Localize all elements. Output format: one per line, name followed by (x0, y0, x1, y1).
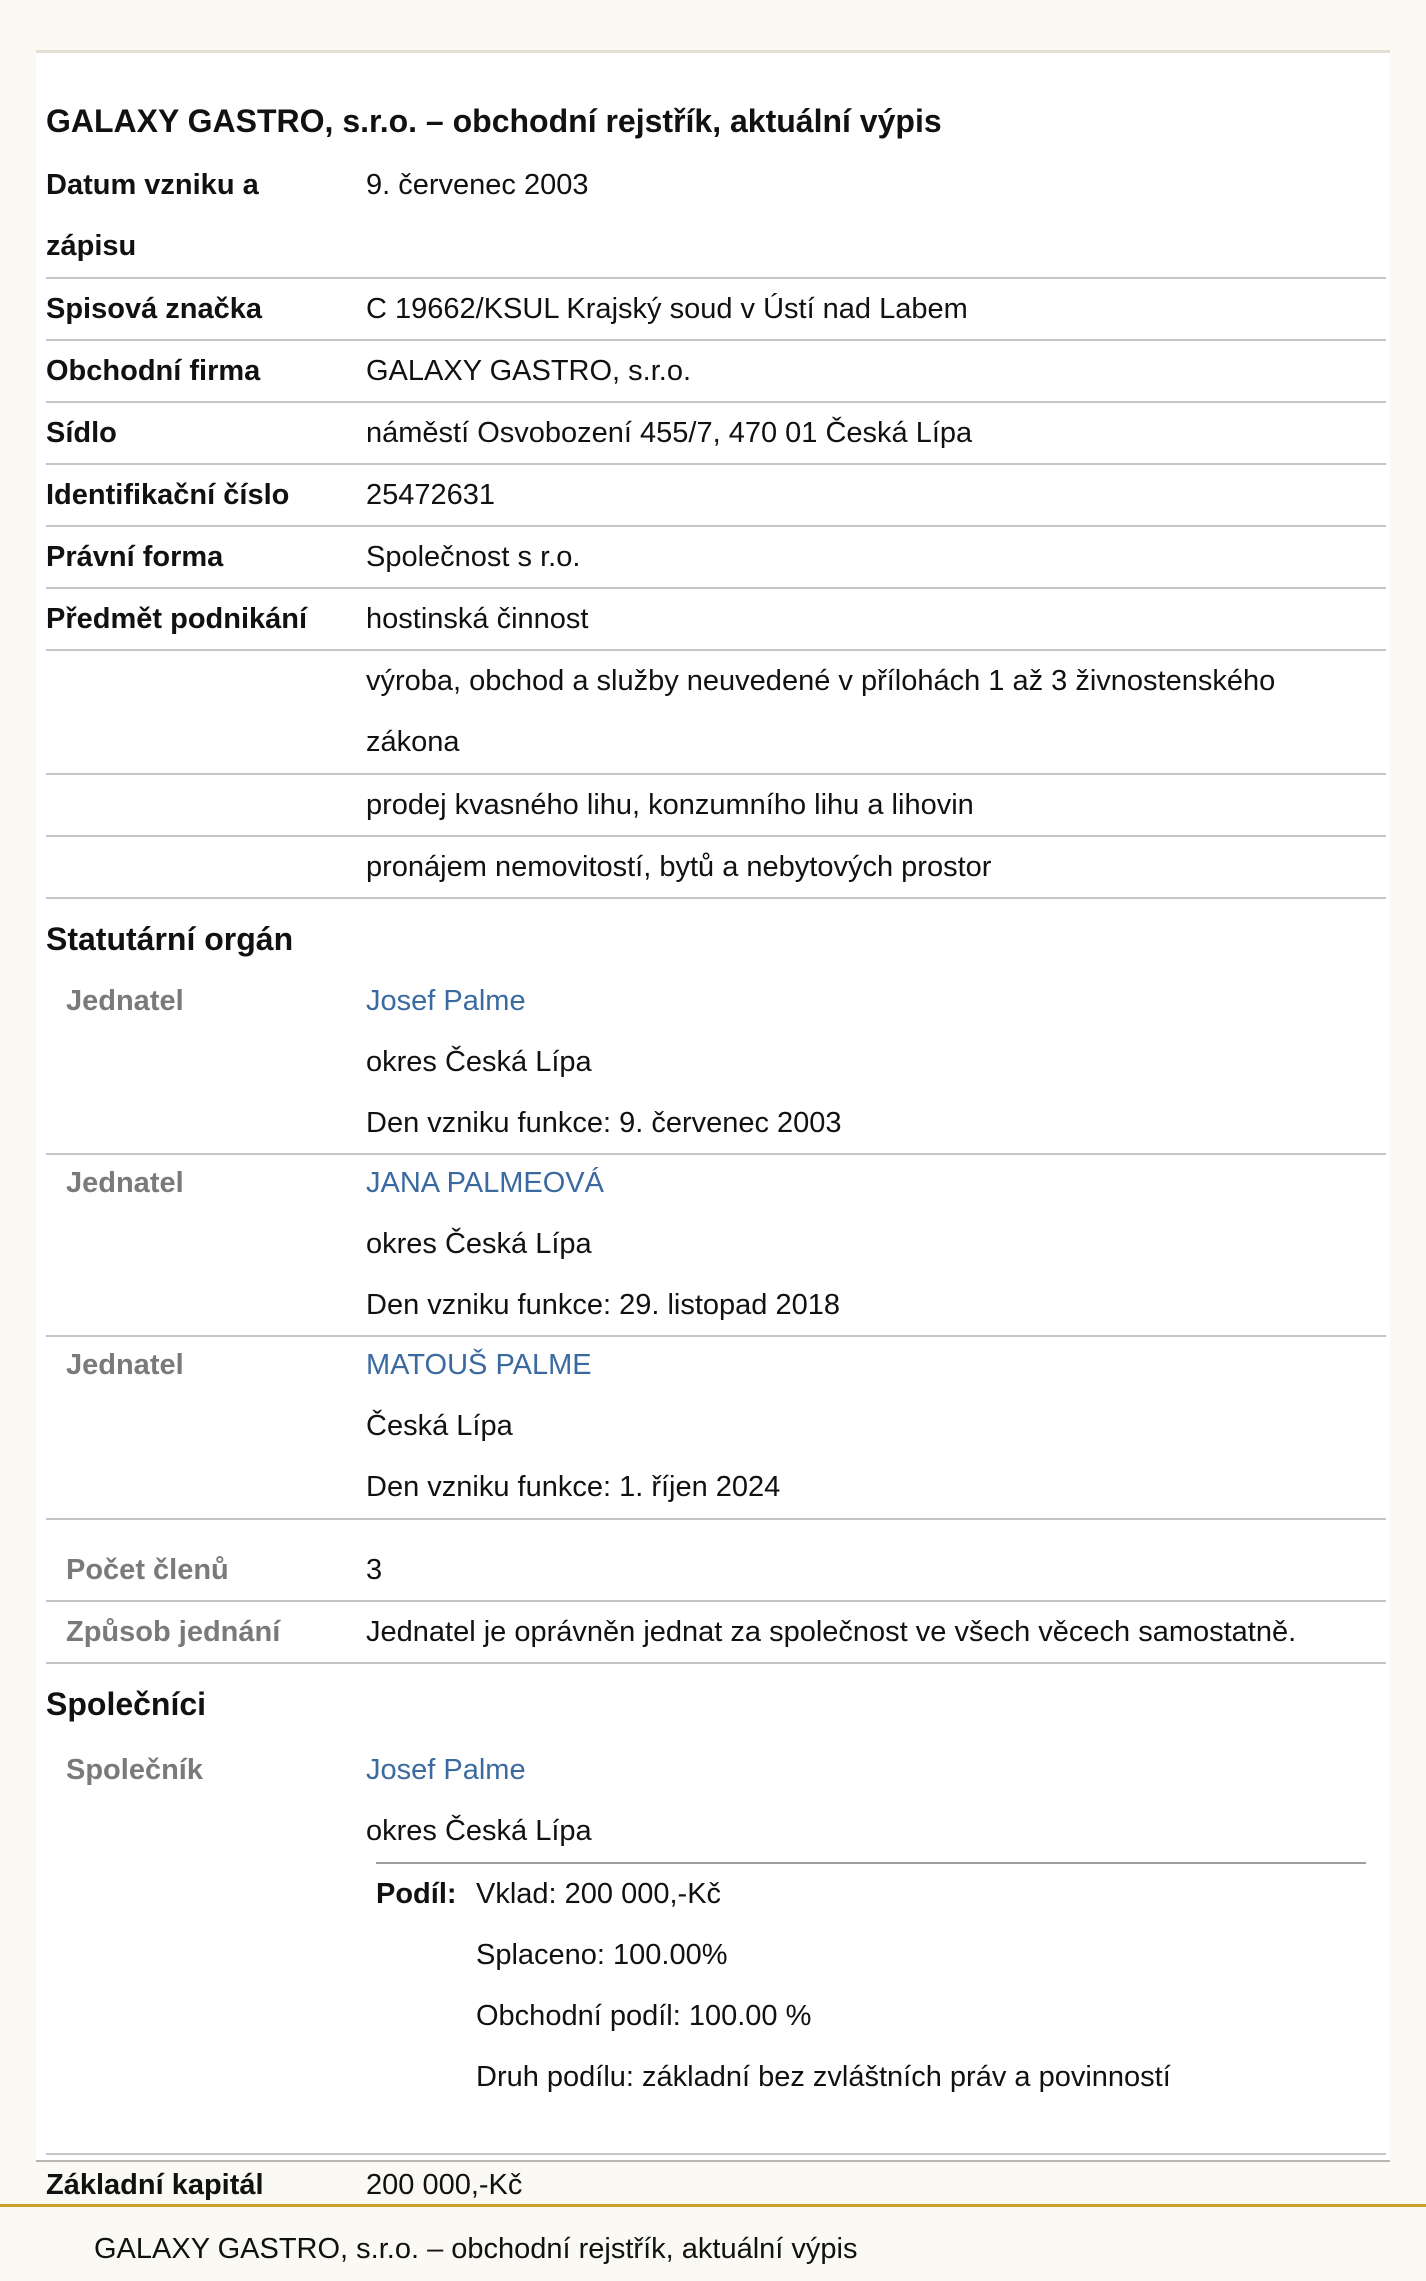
row-label: Základní kapitál (46, 2169, 264, 2201)
share-label: Podíl: (376, 1878, 457, 1910)
row-value: Jednatel je oprávněn jednat za společnost ve všech věcech samostatně. (366, 1616, 1297, 1648)
row-value: GALAXY GASTRO, s.r.o. (366, 355, 692, 387)
row-value: Společnost s r.o. (366, 541, 581, 573)
row-value: náměstí Osvobození 455/7, 470 01 Česká Lípa (366, 417, 973, 449)
row-label: Obchodní firma (46, 355, 261, 387)
person-name-link[interactable]: MATOUŠ PALME (366, 1349, 592, 1381)
person-name-link[interactable]: Josef Palme (366, 1754, 526, 1786)
row-spisova-znacka (46, 279, 1386, 341)
share-details (476, 1864, 1171, 2108)
row-label: Způsob jednání (66, 1616, 281, 1648)
section-heading-spolecnici: Společníci (46, 1686, 207, 1722)
row-datum-vzniku (46, 155, 1386, 279)
share-vklad: Vklad: 200 000,-Kč (476, 1878, 722, 1910)
business-activity: prodej kvasného lihu, konzumního lihu a lihovin (366, 789, 974, 821)
person-details (366, 971, 1376, 1154)
jednatel-entry (46, 971, 1386, 1155)
person-details (366, 1153, 1376, 1336)
row-value: 9. červenec 2003 (366, 169, 589, 201)
person-place: Česká Lípa (366, 1410, 513, 1442)
label-line-2: zápisu (46, 230, 137, 262)
business-activity (366, 651, 1376, 773)
share-splaceno: Splaceno: 100.00% (476, 1939, 728, 1971)
row-label: Sídlo (46, 417, 117, 449)
row-obchodni-firma (46, 341, 1386, 403)
person-details (366, 1335, 1376, 1518)
row-zpusob-jednani (46, 1602, 1386, 1664)
person-place: okres Česká Lípa (366, 1815, 592, 1847)
footer-bar (0, 2204, 1426, 2281)
business-activity: hostinská činnost (366, 603, 589, 635)
person-name-link[interactable]: Josef Palme (366, 985, 526, 1017)
share-druh: Druh podílu: základní bez zvláštních práv a povinností (476, 2061, 1171, 2093)
row-value: 3 (366, 1554, 383, 1586)
person-place: okres Česká Lípa (366, 1228, 592, 1260)
spolecnik-entry (46, 1740, 1386, 2155)
person-since: Den vzniku funkce: 29. listopad 2018 (366, 1289, 840, 1321)
jednatel-entry (46, 1153, 1386, 1337)
person-place: okres Česká Lípa (366, 1046, 592, 1078)
row-value: 200 000,-Kč (366, 2169, 523, 2201)
row-sidlo (46, 403, 1386, 465)
row-pravni-forma (46, 527, 1386, 589)
register-extract-card (36, 50, 1390, 2201)
business-activity: pronájem nemovitostí, bytů a nebytových prostor (366, 851, 992, 883)
row-predmet-podnikani (46, 589, 1386, 651)
row-predmet-item (46, 837, 1386, 899)
row-value: C 19662/KSUL Krajský soud v Ústí nad Labem (366, 293, 968, 325)
person-details (366, 1740, 1376, 1862)
person-since: Den vzniku funkce: 1. říjen 2024 (366, 1471, 781, 1503)
role-label: Společník (66, 1754, 203, 1786)
row-label: Předmět podnikání (46, 603, 308, 635)
row-label: Právní forma (46, 541, 224, 573)
row-identifikacni-cislo (46, 465, 1386, 527)
activity-line: zákona (366, 726, 460, 758)
row-pocet-clenu (46, 1540, 1386, 1602)
footer-title: GALAXY GASTRO, s.r.o. – obchodní rejstřík, aktuální výpis (94, 2233, 858, 2265)
row-predmet-item (46, 651, 1386, 775)
row-label: Spisová značka (46, 293, 262, 325)
activity-line: výroba, obchod a služby neuvedené v přílohách 1 až 3 živnostenského (366, 665, 1276, 697)
page-title: GALAXY GASTRO, s.r.o. – obchodní rejstřík, aktuální výpis (46, 103, 942, 139)
row-predmet-item (46, 775, 1386, 837)
section-heading-statutarni-organ: Statutární orgán (46, 921, 294, 957)
role-label: Jednatel (66, 1349, 184, 1381)
role-label: Jednatel (66, 1167, 184, 1199)
row-label (46, 155, 356, 277)
jednatel-entry (46, 1335, 1386, 1520)
share-obchodni-podil: Obchodní podíl: 100.00 % (476, 2000, 812, 2032)
row-value: 25472631 (366, 479, 496, 511)
role-label: Jednatel (66, 985, 184, 1017)
person-since: Den vzniku funkce: 9. červenec 2003 (366, 1107, 842, 1139)
row-label: Identifikační číslo (46, 479, 290, 511)
person-name-link[interactable]: JANA PALMEOVÁ (366, 1167, 604, 1199)
row-label: Počet členů (66, 1554, 229, 1586)
label-line-1: Datum vzniku a (46, 169, 259, 201)
